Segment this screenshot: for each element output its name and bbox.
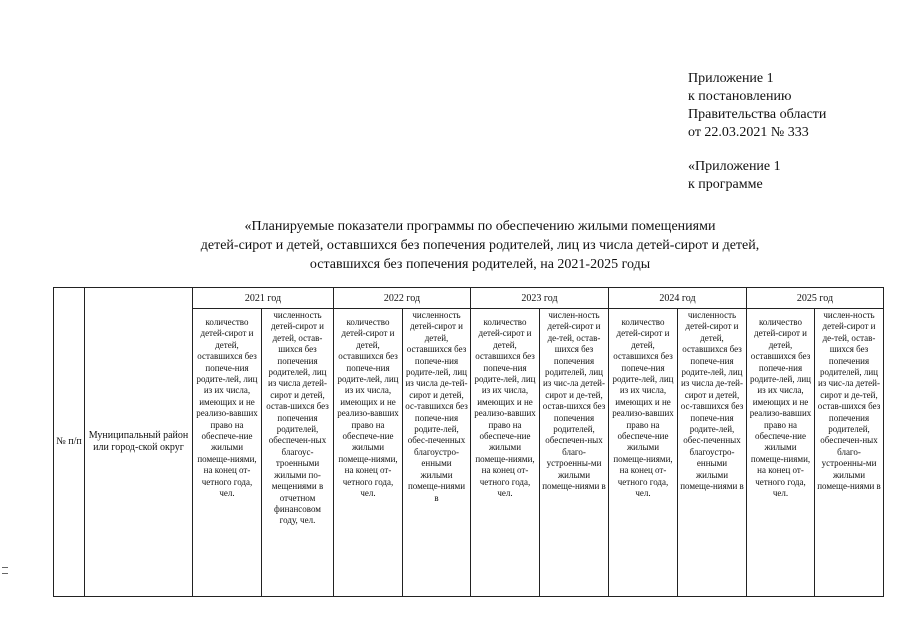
appendix-line: к постановлению — [688, 89, 792, 104]
quantity-text: количество детей-сирот и детей, оставшихся без попече-ния родите-лей, лиц из их числа, имеющих и не реализо-вавших право на обеспече-ние жилыми помеще-ниями, на конец от-четного года, чел. — [612, 317, 674, 499]
year-header: 2025 год — [747, 288, 884, 309]
document-title — [140, 217, 820, 274]
header-cell-provided — [815, 309, 884, 597]
year-header: 2021 год — [193, 288, 334, 309]
header-cell-quantity — [747, 309, 815, 597]
column-header-municipality: Муниципальный район или город-ской округ — [85, 288, 193, 597]
appendix-line: «Приложение 1 — [688, 159, 781, 174]
appendix-line: Приложение 1 — [688, 71, 774, 86]
indicators-table — [53, 287, 884, 597]
title-line: оставшихся без попечения родителей, на 2021-2025 годы — [309, 257, 651, 272]
quantity-text: количество детей-сирот и детей, оставшихся без попече-ния родите-лей, лиц из их числа, имеющих и не реализо-вавших право на обеспече-ние жилыми помеще-ниями, на конец от-четного года, чел. — [749, 317, 812, 499]
year-header: 2022 год — [334, 288, 471, 309]
header-cell-provided — [678, 309, 747, 597]
year-header: 2024 год — [609, 288, 747, 309]
column-header-number: № п/п — [54, 288, 85, 597]
appendix-line: к программе — [688, 177, 763, 192]
header-cell-quantity — [471, 309, 540, 597]
header-cell-quantity — [609, 309, 678, 597]
provided-text: числен-ность детей-сирот и де-тей, остав-шихся без попечения родителей, лиц из чис-ла детей-сирот и де-тей, остав-шихся без попечения родителей, обеспечен-ных благо-устроенны-ми жилыми помеще-ниями в — [817, 310, 881, 492]
provided-text: числен-ность детей-сирот и де-тей, остав-шихся без попечения родителей, лиц из чис-ла детей-сирот и де-тей, остав-шихся без попечения родителей, обеспечен-ных благо-устроенны-ми жилыми помеще-ниями в — [542, 310, 606, 492]
quantity-text: количество детей-сирот и детей, оставшихся без попече-ния родите-лей, лиц из их числа, имеющих и не реализо-вавших право на обеспече-ние жилыми помеще-ниями, на конец от-четного года, чел. — [474, 317, 536, 499]
margin-mark — [2, 567, 8, 568]
header-cell-provided — [262, 309, 334, 597]
title-line: «Планируемые показатели программы по обеспечению жилыми помещениями — [244, 219, 716, 234]
title-line: детей-сирот и детей, оставшихся без попечения родителей, лиц из числа детей-сирот и детей, — [200, 238, 760, 253]
appendix-line: Правительства области — [688, 107, 827, 122]
provided-text: численность детей-сирот и детей, остав-шихся без попечения родителей, лиц из числа детей-сирот и детей, остав-шихся без попечения родителей, обеспечен-ных благоус-троенными жилыми по-мещениями в отчетном финансовом году, чел. — [266, 310, 329, 526]
margin-mark — [2, 573, 8, 574]
year-header: 2023 год — [471, 288, 609, 309]
provided-text: численность детей-сирот и детей, оставшихся без попече-ния родите-лей, лиц из числа де-тей-сирот и детей, ос-тавшихся без попече-ния родите-лей, обес-печенных благоустро-енными жилыми помеще-ниями в — [405, 310, 468, 503]
appendix-block — [688, 70, 826, 194]
appendix-line: от 22.03.2021 № 333 — [688, 125, 809, 140]
provided-text: численность детей-сирот и детей, оставшихся без попече-ния родите-лей, лиц из числа де-тей-сирот и детей, ос-тавшихся без попече-ния родите-лей, обес-печенных благоустро-енными жилыми помеще-ниями в — [680, 310, 744, 492]
header-cell-provided — [403, 309, 471, 597]
quantity-text: количество детей-сирот и детей, оставшихся без попече-ния родите-лей, лиц из их числа, имеющих и не реализо-вавших право на обеспече-ние жилыми помеще-ниями, на конец от-четного года, чел. — [196, 317, 258, 499]
appendix-gap — [688, 142, 826, 158]
header-cell-quantity — [334, 309, 403, 597]
header-cell-quantity — [193, 309, 262, 597]
header-cell-provided — [540, 309, 609, 597]
quantity-text: количество детей-сирот и детей, оставшихся без попече-ния родите-лей, лиц из их числа, имеющих и не реализо-вавших право на обеспече-ние жилыми помеще-ниями, на конец от-четного года, чел. — [337, 317, 399, 499]
